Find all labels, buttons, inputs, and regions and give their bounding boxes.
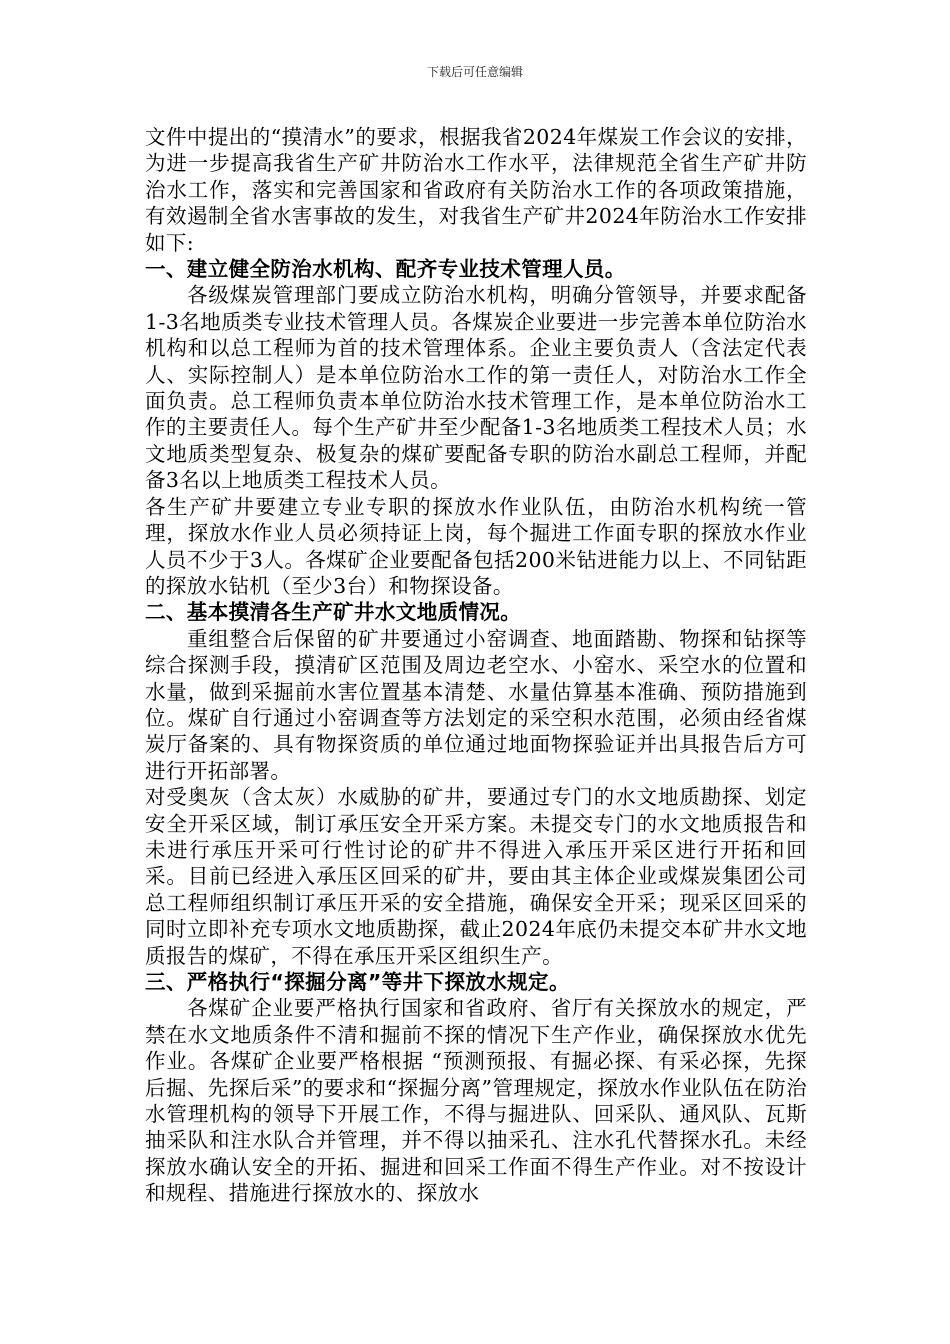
- page-header-note: 下载后可任意编辑: [426, 65, 523, 79]
- section-3-paragraph-1: 各煤矿企业要严格执行国家和省政府、省厅有关探放水的规定，严禁在水文地质条件不清和掘前不探的情况下生产作业，确保探放水优先作业。各煤矿企业要严格根据 “预测预报、有掘必探、有采必探，先探后掘、先探后采”的要求和“探掘分离”管理规定，探放水作业队伍在防治水管理机构的领导下开展工作，不得与掘进队、回采队、通风队、瓦斯抽采队和注水队合并管理，并不得以抽采孔、注水孔代替探水孔。未经探放水确认安全的开拓、掘进和回采工作面不得生产作业。对不按设计和规程、措施进行探放水的、探放水: [145, 996, 807, 1206]
- section-2-paragraph-2: 对受奥灰（含太灰）水威胁的矿井，要通过专门的水文地质勘探、划定安全开采区域，制订承压安全开采方案。未提交专门的水文地质报告和未进行承压开采可行性讨论的矿井不得进入承压开采区进行开拓和回采。目前已经进入承压区回采的矿井，要由其主体企业或煤炭集团公司总工程师组织制订承压开采的安全措施，确保安全开采；现采区回采的同时立即补充专项水文地质勘探，截止2024年底仍未提交本矿井水文地质报告的煤矿，不得在承压开采区组织生产。: [145, 785, 807, 968]
- section-1-paragraph-1: 各级煤炭管理部门要成立防治水机构，明确分管领导，并要求配备1-3名地质类专业技术管理人员。各煤炭企业要进一步完善本单位防治水机构和以总工程师为首的技术管理体系。企业主要负责人（含法定代表人、实际控制人）是本单位防治水工作的第一责任人，对防治水工作全面负责。总工程师负责本单位防治水技术管理工作，是本单位防治水工作的主要责任人。每个生产矿井至少配备1-3名地质类工程技术人员；水文地质类型复杂、极复杂的煤矿要配备专职的防治水副总工程师，并配备3名以上地质类工程技术人员。: [145, 283, 807, 493]
- document-body: [145, 124, 807, 1207]
- section-1-paragraph-2: 各生产矿井要建立专业专职的探放水作业队伍，由防治水机构统一管理，探放水作业人员必须持证上岗，每个掘进工作面专职的探放水作业人员不少于3人。各煤矿企业要配备包括200米钻进能力以上、不同钻距的探放水钻机（至少3台）和物探设备。: [145, 494, 807, 598]
- section-2-paragraph-1: 重组整合后保留的矿井要通过小窑调查、地面踏勘、物探和钻探等综合探测手段，摸清矿区范围及周边老空水、小窑水、采空水的位置和水量，做到采掘前水害位置基本清楚、水量估算基本准确、预防措施到位。煤矿自行通过小窑调查等方法划定的采空积水范围，必须由经省煤炭厅备案的、具有物探资质的单位通过地面物探验证并出具报告后方可进行开拓部署。: [145, 626, 807, 783]
- section-1-heading: 一、建立健全防治水机构、配齐专业技术管理人员。: [145, 257, 626, 282]
- intro-paragraph: 文件中提出的“摸清水”的要求，根据我省2024年煤炭工作会议的安排，为进一步提高我省生产矿井防治水工作水平，法律规范全省生产矿井防治水工作，落实和完善国家和省政府有关防治水工作的各项政策措施，有效遏制全省水害事故的发生，对我省生产矿井2024年防治水工作安排如下:: [145, 125, 807, 255]
- section-3-heading: 三、严格执行“探掘分离”等井下探放水规定。: [145, 970, 570, 994]
- section-2-heading: 二、基本摸清各生产矿井水文地质情况。: [145, 600, 522, 625]
